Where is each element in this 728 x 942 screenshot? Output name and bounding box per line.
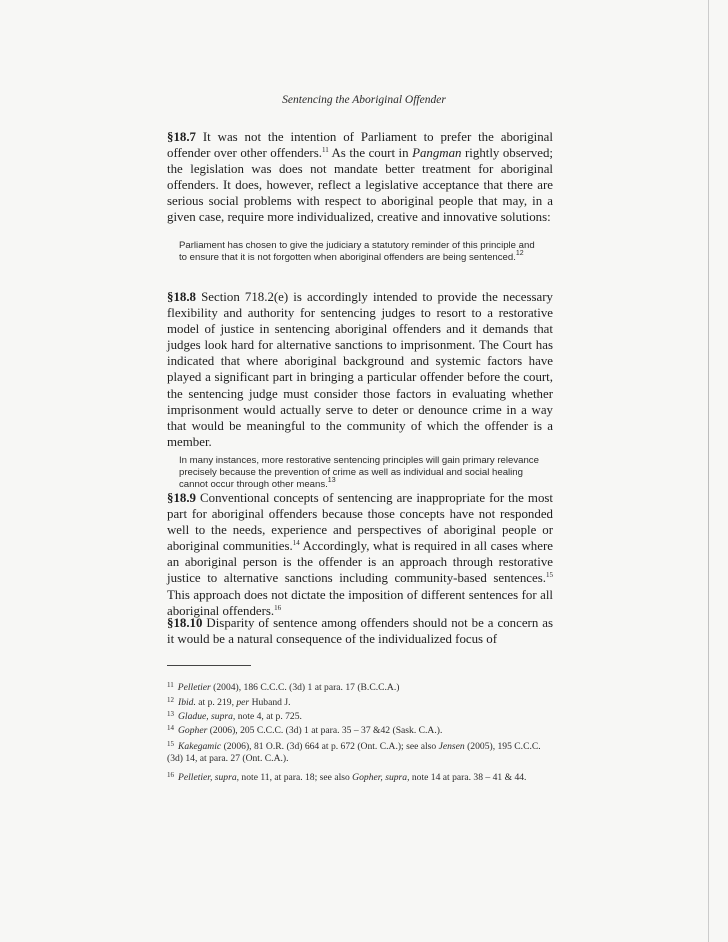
footnote-14: $^{14}$ Gopher (2006), 205 C.C.C. (3d) 1 at para. 35 – 37 &42 (Sask. C.A.). xyxy=(167,724,443,736)
section-number: §18.8 xyxy=(167,290,197,304)
section-number: §18.9 xyxy=(167,491,197,505)
block-quote: In many instances, more restorative sentencing principles will gain primary relevance precisely because the prevention of crime as well as individual and social healing cannot occur through other means.$^{13}$ xyxy=(179,455,539,491)
footnote-11: $^{11}$ Pelletier (2004), 186 C.C.C. (3d) 1 at para. 17 (B.C.C.A.) xyxy=(167,681,400,693)
paragraph-18-9: §18.9 Conventional concepts of sentencing are inappropriate for the most part for aboriginal offenders because those concepts have not responded well to the needs, experience and perspectives of aboriginal people or aboriginal communities.$^{14}$ Accordingly, what is required in all cases where an aboriginal person is the offender is an approach through restorative justice to alternative sanctions including community-based sentences.$^{15}$ This approach does not dictate the imposition of different sentences for all aboriginal offenders.$^{16}$ xyxy=(167,491,553,618)
case-name: Pangman xyxy=(412,146,462,161)
paragraph-18-7: §18.7 It was not the intention of Parliament to prefer the aboriginal offender over other offenders.$^{11}$ As the court in Pangman rightly observed; the legislation was does not mandate better treatment for aboriginal offenders. It does, however, reflect a legislative acceptance that there are serious social problems with respect to aboriginal people that may, in a given case, require more individualized, creative and innovative solutions: xyxy=(167,130,553,225)
footnote-separator xyxy=(167,665,251,666)
running-header: Sentencing the Aboriginal Offender xyxy=(282,94,446,106)
footnote-ref: 16 xyxy=(274,603,282,612)
page-edge-line xyxy=(708,0,709,942)
block-quote: Parliament has chosen to give the judiciary a statutory reminder of this principle and to ensure that it is not forgotten when aboriginal offenders are being sentenced.$^{12}$ xyxy=(179,240,535,264)
section-number: §18.10 xyxy=(167,616,203,630)
paragraph-18-8: §18.8 Section 718.2(e) is accordingly intended to provide the necessary flexibility and authority for sentencing judges to resort to a restorative model of justice in sentencing aboriginal offenders and it demands that judges look hard for alternative sanctions to imprisonment. The Court has indicated that where aboriginal background and systemic factors have played a significant part in bringing a particular offender before the court, the sentencing judge must consider those factors in evaluating whether imprisonment would actually serve to deter or denounce crime in a way that would be meaningful to the community of which the offender is a member. xyxy=(167,290,553,449)
footnote-ref: 13 xyxy=(327,477,336,485)
footnote-ref: 12 xyxy=(515,250,524,258)
footnote-16: $^{16}$ Pelletier, supra, note 11, at para. 18; see also Gopher, supra, note 14 at para. 38 – 41 & 44. xyxy=(167,771,527,783)
section-number: §18.7 xyxy=(167,130,197,144)
footnote-ref: 14 xyxy=(292,539,300,548)
footnote-13: $^{13}$ Gladue, supra, note 4, at p. 725. xyxy=(167,710,302,722)
footnote-ref: 15 xyxy=(546,571,553,580)
footnote-ref: 11 xyxy=(321,146,329,155)
paragraph-18-10: §18.10 Disparity of sentence among offenders should not be a concern as it would be a natural consequence of the individualized focus of xyxy=(167,616,553,647)
footnote-12: $^{12}$ Ibid. at p. 219, per Huband J. xyxy=(167,696,291,708)
footnote-15: $^{15}$ Kakegamic (2006), 81 O.R. (3d) 664 at p. 672 (Ont. C.A.); see also Jensen (2005), 195 C.C.C. (3d) 14, at para. 27 (Ont. C.A.). xyxy=(167,740,541,764)
